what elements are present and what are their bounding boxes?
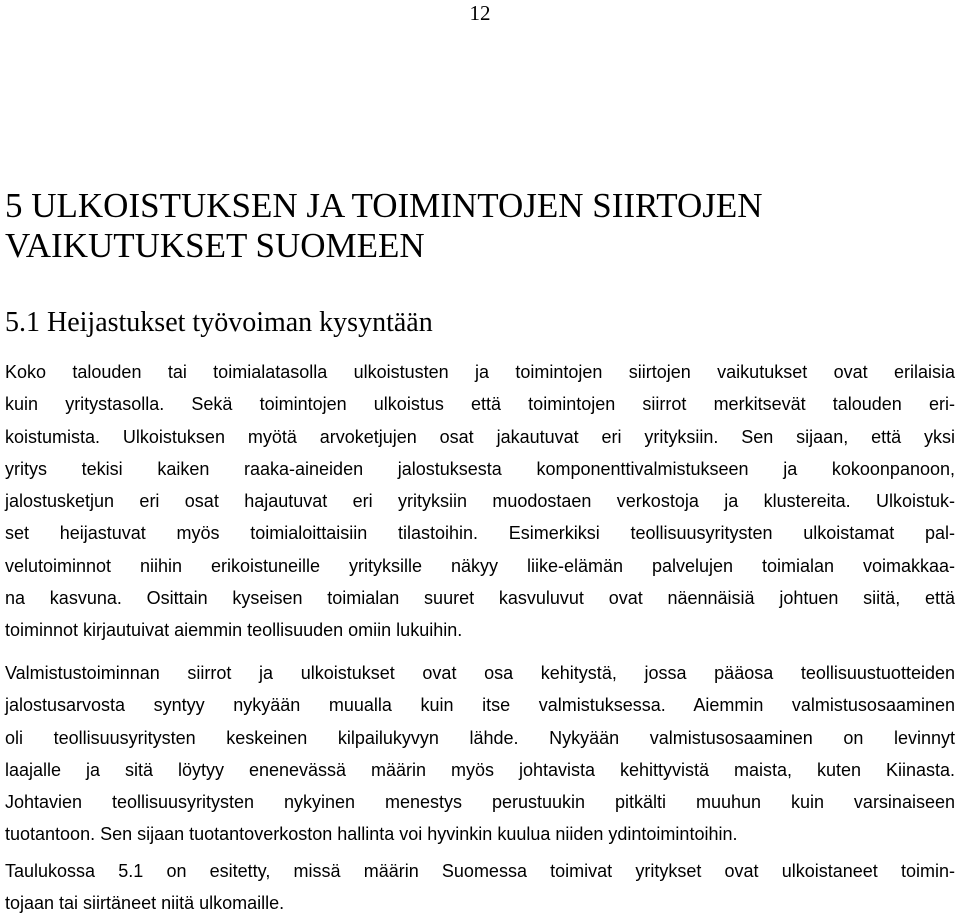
paragraph-3	[5, 855, 955, 920]
paragraph-line: Taulukossa 5.1 on esitetty, missä määrin Suomessa toimivat yritykset ovat ulkoistaneet toimin-	[5, 861, 955, 881]
paragraph-line: Koko talouden tai toimialatasolla ulkoistusten ja toimintojen siirtojen vaikutukset ovat erilaisia	[5, 362, 955, 382]
paragraph-line: velutoiminnot niihin erikoistuneille yrityksille näkyy liike-elämän palvelujen toimialan voimakkaa-	[5, 555, 955, 576]
page-number: 12	[469, 1, 491, 25]
paragraph-line: yritys tekisi kaiken raaka-aineiden jalostuksesta komponenttivalmistukseen ja kokoonpanoon,	[5, 458, 955, 479]
paragraph-line: set heijastuvat myös toimialoittaisiin tilastoihin. Esimerkiksi teollisuusyritysten ulkoistamat pal-	[5, 523, 955, 544]
paragraph-line: na kasvuna. Osittain kyseisen toimialan suuret kasvuluvut ovat näennäisiä johtuen siitä, että	[5, 588, 955, 609]
paragraph-line: jalostusketjun eri osat hajautuvat eri yrityksiin muodostaen verkostoja ja klustereita. Ulkoistuk-	[5, 491, 955, 512]
paragraph-2	[5, 657, 955, 851]
paragraph-line: Johtavien teollisuusyritysten nykyinen menestys perustuukin pitkälti muuhun kuin varsinaiseen	[5, 792, 955, 813]
paragraph-line: laajalle ja sitä löytyy enenevässä määrin myös johtavista kehittyvistä maista, kuten Kiinasta.	[5, 759, 955, 780]
paragraph-line: kuin yritystasolla. Sekä toimintojen ulkoistus että toimintojen siirrot merkitsevät talouden eri-	[5, 394, 955, 415]
chapter-title-line: 5 ULKOISTUKSEN JA TOIMINTOJEN SIIRTOJEN	[5, 186, 763, 225]
paragraph-line: Valmistustoiminnan siirrot ja ulkoistukset ovat osa kehitystä, jossa pääosa teollisuustuotteiden	[5, 663, 955, 683]
paragraph-line: oli teollisuusyritysten keskeinen kilpailukyvyn lähde. Nykyään valmistusosaaminen on levinnyt	[5, 727, 955, 748]
paragraph-line: jalostusarvosta syntyy nykyään muualla kuin itse valmistuksessa. Aiemmin valmistusosaaminen	[5, 695, 955, 716]
chapter-title	[5, 186, 955, 266]
paragraph-line: toiminnot kirjautuivat aiemmin teollisuuden omiin lukuihin.	[5, 620, 463, 641]
paragraph-line: tuotantoon. Sen sijaan tuotantoverkoston hallinta voi hyvinkin kuulua niiden ydintoimintoihin.	[5, 824, 738, 845]
paragraph-1	[5, 356, 955, 647]
paragraph-line: koistumista. Ulkoistuksen myötä arvoketjujen osat jakautuvat eri yrityksiin. Sen sijaan, että yksi	[5, 426, 955, 447]
chapter-title-line: VAIKUTUKSET SUOMEEN	[5, 226, 425, 265]
section-title: 5.1 Heijastukset työvoiman kysyntään	[5, 307, 433, 338]
paragraph-line: tojaan tai siirtäneet niitä ulkomaille.	[5, 893, 285, 914]
